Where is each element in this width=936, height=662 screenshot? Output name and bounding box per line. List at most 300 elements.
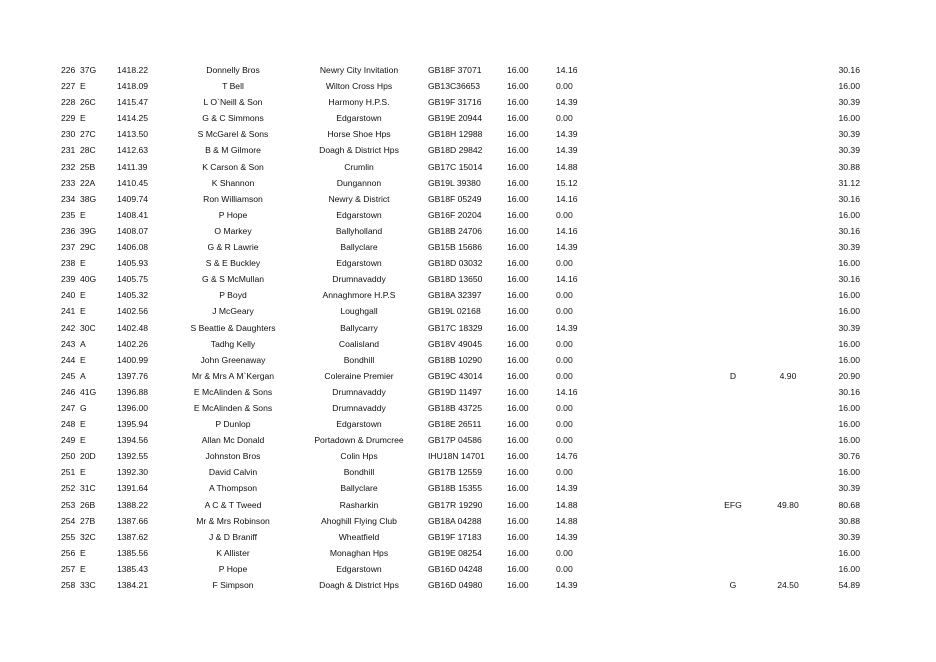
prize-2-cell: 14.16: [556, 225, 578, 236]
fancier-name-cell: O Markey: [214, 225, 252, 236]
prize-1-cell: 16.00: [507, 193, 529, 204]
ring-number-cell: GB13C36653: [428, 81, 481, 92]
table-row: [0, 94, 936, 110]
fancier-name-cell: P Hope: [218, 563, 248, 574]
velocity-cell: 1406.08: [117, 242, 149, 253]
pool-cell: EFG: [724, 499, 742, 510]
velocity-cell: 1410.45: [117, 177, 149, 188]
position-cell: 248: [61, 419, 76, 430]
table-row: [0, 384, 936, 400]
ring-number-cell: GB18B 43725: [428, 402, 482, 413]
section-cell: 26C: [80, 97, 96, 108]
club-cell: Edgarstown: [336, 113, 382, 124]
total-cell: 16.00: [838, 306, 860, 317]
club-cell: Coleraine Premier: [324, 370, 394, 381]
club-cell: Drumnavaddy: [332, 402, 386, 413]
position-cell: 234: [61, 193, 76, 204]
position-cell: 236: [61, 225, 76, 236]
pool-amount-cell: 24.50: [777, 580, 799, 590]
fancier-name-cell: K Shannon: [211, 177, 255, 188]
prize-1-cell: 16.00: [507, 81, 529, 92]
club-cell: Edgarstown: [336, 563, 382, 574]
fancier-name-cell: Tadhg Kelly: [210, 338, 256, 349]
fancier-name-cell: S McGarel & Sons: [197, 129, 269, 140]
ring-number-cell: GB16F 20204: [428, 209, 482, 220]
prize-1-cell: 16.00: [507, 274, 529, 285]
fancier-name-cell: G & C Simmons: [202, 113, 264, 124]
ring-number-cell: GB19E 08254: [428, 547, 482, 558]
velocity-cell: 1400.99: [117, 354, 149, 365]
fancier-name-cell: E McAlinden & Sons: [193, 402, 273, 413]
velocity-cell: 1388.22: [117, 499, 149, 510]
table-row: [0, 336, 936, 352]
position-cell: 254: [61, 515, 76, 526]
club-cell: Ballyclare: [340, 483, 378, 494]
velocity-cell: 1414.25: [117, 113, 149, 124]
fancier-name-cell: Mr & Mrs Robinson: [196, 515, 270, 526]
prize-2-cell: 0.00: [556, 113, 573, 124]
position-cell: 246: [61, 386, 76, 397]
velocity-cell: 1405.93: [117, 258, 149, 269]
fancier-name-cell: J & D Braniff: [208, 531, 258, 542]
table-row: [0, 464, 936, 480]
ring-number-cell: GB18A 32397: [428, 290, 482, 301]
prize-1-cell: 16.00: [507, 435, 529, 446]
prize-2-cell: 0.00: [556, 370, 573, 381]
club-cell: Loughgall: [340, 306, 378, 317]
prize-1-cell: 16.00: [507, 580, 529, 590]
club-cell: Ahoghill Flying Club: [321, 515, 397, 526]
prize-1-cell: 16.00: [507, 370, 529, 381]
prize-2-cell: 14.88: [556, 515, 578, 526]
club-cell: Monaghan Hps: [329, 547, 389, 558]
section-cell: E: [80, 547, 86, 558]
prize-2-cell: 14.39: [556, 242, 578, 253]
fancier-name-cell: Allan Mc Donald: [201, 435, 265, 446]
prize-1-cell: 16.00: [507, 258, 529, 269]
prize-2-cell: 0.00: [556, 209, 573, 220]
club-cell: Drumnavaddy: [332, 274, 386, 285]
velocity-cell: 1396.00: [117, 402, 149, 413]
club-cell: Bondhill: [343, 354, 375, 365]
velocity-cell: 1387.66: [117, 515, 149, 526]
prize-2-cell: 0.00: [556, 354, 573, 365]
section-cell: 27B: [80, 515, 96, 526]
total-cell: 30.39: [838, 97, 860, 108]
position-cell: 255: [61, 531, 76, 542]
prize-1-cell: 16.00: [507, 161, 529, 172]
table-row: [0, 416, 936, 432]
position-cell: 253: [61, 499, 76, 510]
velocity-cell: 1402.48: [117, 322, 149, 333]
position-cell: 233: [61, 177, 76, 188]
prize-1-cell: 16.00: [507, 451, 529, 462]
position-cell: 258: [61, 580, 76, 590]
section-cell: E: [80, 113, 86, 124]
fancier-name-cell: Johnston Bros: [205, 451, 261, 462]
position-cell: 257: [61, 563, 76, 574]
ring-number-cell: GB17R 19290: [428, 499, 483, 510]
table-row: [0, 239, 936, 255]
table-row: [0, 432, 936, 448]
prize-2-cell: 14.39: [556, 145, 578, 156]
ring-number-cell: GB19F 17183: [428, 531, 482, 542]
velocity-cell: 1418.09: [117, 81, 149, 92]
position-cell: 256: [61, 547, 76, 558]
ring-number-cell: GB19F 31716: [428, 97, 482, 108]
ring-number-cell: GB19L 39380: [428, 177, 481, 188]
section-cell: E: [80, 563, 86, 574]
prize-1-cell: 16.00: [507, 338, 529, 349]
position-cell: 244: [61, 354, 76, 365]
prize-2-cell: 15.12: [556, 177, 578, 188]
prize-2-cell: 0.00: [556, 419, 573, 430]
ring-number-cell: GB19E 20944: [428, 113, 482, 124]
table-row: [0, 191, 936, 207]
section-cell: E: [80, 419, 86, 430]
prize-2-cell: 0.00: [556, 81, 573, 92]
fancier-name-cell: K Allister: [216, 547, 250, 558]
ring-number-cell: GB18V 49045: [428, 338, 482, 349]
prize-2-cell: 14.39: [556, 129, 578, 140]
position-cell: 243: [61, 338, 76, 349]
total-cell: 31.12: [838, 177, 860, 188]
position-cell: 249: [61, 435, 76, 446]
club-cell: Edgarstown: [336, 258, 382, 269]
ring-number-cell: GB19D 11497: [428, 386, 482, 397]
ring-number-cell: GB17C 15014: [428, 161, 483, 172]
table-row: [0, 561, 936, 577]
section-cell: E: [80, 258, 86, 269]
club-cell: Harmony H.P.S.: [328, 97, 390, 108]
club-cell: Doagh & District Hps: [319, 580, 399, 590]
total-cell: 30.16: [838, 193, 860, 204]
table-row: [0, 352, 936, 368]
total-cell: 16.00: [838, 402, 860, 413]
prize-2-cell: 0.00: [556, 338, 573, 349]
table-row: [0, 271, 936, 287]
ring-number-cell: GB17B 12559: [428, 467, 482, 478]
total-cell: 16.00: [838, 467, 860, 478]
club-cell: Newry City Invitation: [319, 65, 399, 75]
total-cell: 30.39: [838, 322, 860, 333]
table-row: [0, 368, 936, 384]
table-row: [0, 497, 936, 513]
prize-2-cell: 0.00: [556, 306, 573, 317]
prize-2-cell: 14.88: [556, 161, 578, 172]
prize-2-cell: 14.39: [556, 322, 578, 333]
section-cell: E: [80, 290, 86, 301]
position-cell: 226: [61, 65, 76, 75]
table-row: [0, 545, 936, 561]
section-cell: 31C: [80, 483, 96, 494]
position-cell: 231: [61, 145, 76, 156]
position-cell: 229: [61, 113, 76, 124]
section-cell: 26B: [80, 499, 96, 510]
velocity-cell: 1415.47: [117, 97, 149, 108]
prize-1-cell: 16.00: [507, 65, 529, 75]
club-cell: Drumnavaddy: [332, 386, 386, 397]
velocity-cell: 1412.63: [117, 145, 149, 156]
section-cell: 37G: [80, 65, 97, 75]
prize-1-cell: 16.00: [507, 402, 529, 413]
ring-number-cell: GB19L 02168: [428, 306, 481, 317]
fancier-name-cell: F Simpson: [212, 580, 254, 590]
club-cell: Dungannon: [336, 177, 382, 188]
ring-number-cell: GB18A 04288: [428, 515, 482, 526]
club-cell: Doagh & District Hps: [319, 145, 399, 156]
position-cell: 235: [61, 209, 76, 220]
section-cell: G: [80, 402, 87, 413]
fancier-name-cell: L O`Neill & Son: [203, 97, 263, 108]
table-row: [0, 142, 936, 158]
total-cell: 16.00: [838, 435, 860, 446]
ring-number-cell: GB18D 03032: [428, 258, 483, 269]
section-cell: 25B: [80, 161, 96, 172]
prize-2-cell: 14.16: [556, 386, 578, 397]
table-row: [0, 303, 936, 319]
total-cell: 30.16: [838, 225, 860, 236]
fancier-name-cell: E McAlinden & Sons: [193, 386, 273, 397]
table-row: [0, 78, 936, 94]
club-cell: Edgarstown: [336, 209, 382, 220]
prize-2-cell: 0.00: [556, 290, 573, 301]
ring-number-cell: GB15B 15686: [428, 242, 482, 253]
prize-1-cell: 16.00: [507, 547, 529, 558]
section-cell: 33C: [80, 580, 96, 590]
club-cell: Annaghmore H.P.S: [322, 290, 396, 301]
prize-1-cell: 16.00: [507, 225, 529, 236]
club-cell: Colin Hps: [340, 451, 378, 462]
ring-number-cell: GB18D 13650: [428, 274, 483, 285]
prize-1-cell: 16.00: [507, 499, 529, 510]
prize-2-cell: 0.00: [556, 402, 573, 413]
ring-number-cell: GB19C 43014: [428, 370, 483, 381]
position-cell: 247: [61, 402, 76, 413]
total-cell: 16.00: [838, 81, 860, 92]
fancier-name-cell: Mr & Mrs A M`Kergan: [191, 370, 275, 381]
ring-number-cell: GB18D 29842: [428, 145, 483, 156]
velocity-cell: 1394.56: [117, 435, 149, 446]
position-cell: 228: [61, 97, 76, 108]
ring-number-cell: GB16D 04248: [428, 563, 483, 574]
table-row: [0, 223, 936, 239]
section-cell: E: [80, 435, 86, 446]
club-cell: Coalisland: [338, 338, 380, 349]
velocity-cell: 1396.88: [117, 386, 149, 397]
prize-2-cell: 0.00: [556, 563, 573, 574]
fancier-name-cell: David Calvin: [208, 467, 258, 478]
prize-2-cell: 14.16: [556, 193, 578, 204]
total-cell: 54.89: [838, 580, 860, 590]
club-cell: Ballyclare: [340, 242, 378, 253]
total-cell: 30.16: [838, 386, 860, 397]
velocity-cell: 1392.30: [117, 467, 149, 478]
prize-1-cell: 16.00: [507, 290, 529, 301]
position-cell: 240: [61, 290, 76, 301]
club-cell: Edgarstown: [336, 419, 382, 430]
table-row: [0, 255, 936, 271]
table-row: [0, 159, 936, 175]
section-cell: E: [80, 306, 86, 317]
prize-1-cell: 16.00: [507, 515, 529, 526]
fancier-name-cell: P Hope: [218, 209, 248, 220]
ring-number-cell: GB18F 37071: [428, 65, 482, 75]
velocity-cell: 1397.76: [117, 370, 149, 381]
section-cell: 28C: [80, 145, 96, 156]
section-cell: 29C: [80, 242, 96, 253]
club-cell: Rasharkin: [339, 499, 379, 510]
prize-2-cell: 0.00: [556, 435, 573, 446]
total-cell: 16.00: [838, 419, 860, 430]
velocity-cell: 1385.56: [117, 547, 149, 558]
velocity-cell: 1405.75: [117, 274, 149, 285]
velocity-cell: 1395.94: [117, 419, 149, 430]
prize-2-cell: 14.39: [556, 97, 578, 108]
table-row: [0, 126, 936, 142]
total-cell: 30.39: [838, 242, 860, 253]
prize-2-cell: 0.00: [556, 467, 573, 478]
section-cell: E: [80, 209, 86, 220]
velocity-cell: 1391.64: [117, 483, 149, 494]
club-cell: Wilton Cross Hps: [325, 81, 393, 92]
fancier-name-cell: G & R Lawrie: [207, 242, 259, 253]
total-cell: 16.00: [838, 209, 860, 220]
club-cell: Newry & District: [328, 193, 390, 204]
position-cell: 230: [61, 129, 76, 140]
total-cell: 30.39: [838, 531, 860, 542]
total-cell: 16.00: [838, 258, 860, 269]
total-cell: 16.00: [838, 113, 860, 124]
velocity-cell: 1392.55: [117, 451, 149, 462]
table-row: [0, 287, 936, 303]
prize-2-cell: 14.88: [556, 499, 578, 510]
ring-number-cell: GB17P 04586: [428, 435, 482, 446]
position-cell: 242: [61, 322, 76, 333]
position-cell: 252: [61, 483, 76, 494]
table-row: [0, 400, 936, 416]
prize-1-cell: 16.00: [507, 483, 529, 494]
prize-1-cell: 16.00: [507, 306, 529, 317]
position-cell: 227: [61, 81, 76, 92]
fancier-name-cell: Donnelly Bros: [206, 65, 260, 75]
table-row: [0, 480, 936, 496]
velocity-cell: 1413.50: [117, 129, 149, 140]
velocity-cell: 1408.07: [117, 225, 149, 236]
section-cell: E: [80, 354, 86, 365]
results-table: [0, 62, 936, 593]
velocity-cell: 1411.39: [117, 161, 148, 172]
table-row: [0, 529, 936, 545]
prize-1-cell: 16.00: [507, 467, 529, 478]
fancier-name-cell: G & S McMullan: [201, 274, 265, 285]
club-cell: Portadown & Drumcree: [314, 435, 404, 446]
club-cell: Crumlin: [344, 161, 374, 172]
velocity-cell: 1408.41: [117, 209, 149, 220]
section-cell: 22A: [80, 177, 96, 188]
position-cell: 237: [61, 242, 76, 253]
velocity-cell: 1409.74: [117, 193, 149, 204]
fancier-name-cell: P Dunlop: [215, 419, 251, 430]
pool-amount-cell: 4.90: [779, 370, 797, 381]
prize-1-cell: 16.00: [507, 113, 529, 124]
prize-1-cell: 16.00: [507, 177, 529, 188]
prize-1-cell: 16.00: [507, 97, 529, 108]
club-cell: Wheatfield: [338, 531, 380, 542]
position-cell: 251: [61, 467, 76, 478]
prize-1-cell: 16.00: [507, 209, 529, 220]
fancier-name-cell: S & E Buckley: [205, 258, 261, 269]
pool-cell: G: [729, 580, 737, 590]
velocity-cell: 1385.43: [117, 563, 149, 574]
ring-number-cell: IHU18N 14701: [428, 451, 485, 462]
section-cell: E: [80, 467, 86, 478]
prize-2-cell: 14.76: [556, 451, 578, 462]
prize-1-cell: 16.00: [507, 531, 529, 542]
section-cell: A: [80, 338, 86, 349]
table-row: [0, 448, 936, 464]
prize-2-cell: 14.39: [556, 580, 578, 590]
ring-number-cell: GB18B 15355: [428, 483, 482, 494]
prize-1-cell: 16.00: [507, 145, 529, 156]
section-cell: 30C: [80, 322, 96, 333]
ring-number-cell: GB18B 10290: [428, 354, 482, 365]
section-cell: E: [80, 81, 86, 92]
ring-number-cell: GB17C 18329: [428, 322, 483, 333]
club-cell: Ballycarry: [340, 322, 378, 333]
total-cell: 16.00: [838, 563, 860, 574]
section-cell: 40G: [80, 274, 97, 285]
section-cell: 38G: [80, 193, 97, 204]
total-cell: 30.16: [838, 274, 860, 285]
prize-1-cell: 16.00: [507, 386, 529, 397]
table-row: [0, 207, 936, 223]
prize-2-cell: 14.16: [556, 65, 578, 75]
ring-number-cell: GB18F 05249: [428, 193, 482, 204]
velocity-cell: 1405.32: [117, 290, 149, 301]
velocity-cell: 1402.56: [117, 306, 149, 317]
total-cell: 16.00: [838, 338, 860, 349]
pool-cell: D: [729, 370, 737, 381]
table-row: [0, 110, 936, 126]
table-row: [0, 513, 936, 529]
prize-2-cell: 14.39: [556, 531, 578, 542]
ring-number-cell: GB18H 12988: [428, 129, 483, 140]
total-cell: 16.00: [838, 547, 860, 558]
total-cell: 30.39: [838, 129, 860, 140]
total-cell: 16.00: [838, 290, 860, 301]
prize-2-cell: 0.00: [556, 547, 573, 558]
prize-2-cell: 0.00: [556, 258, 573, 269]
fancier-name-cell: S Beattie & Daughters: [190, 322, 276, 333]
prize-2-cell: 14.16: [556, 274, 578, 285]
ring-number-cell: GB16D 04980: [428, 580, 483, 590]
fancier-name-cell: K Carson & Son: [202, 161, 264, 172]
total-cell: 30.88: [838, 515, 860, 526]
prize-1-cell: 16.00: [507, 322, 529, 333]
fancier-name-cell: A C & T Tweed: [204, 499, 262, 510]
velocity-cell: 1402.26: [117, 338, 149, 349]
table-row: [0, 320, 936, 336]
total-cell: 30.76: [838, 451, 860, 462]
section-cell: 27C: [80, 129, 96, 140]
total-cell: 16.00: [838, 354, 860, 365]
fancier-name-cell: T Bell: [222, 81, 244, 92]
section-cell: 32C: [80, 531, 96, 542]
velocity-cell: 1418.22: [117, 65, 149, 75]
position-cell: 238: [61, 258, 76, 269]
fancier-name-cell: A Thompson: [208, 483, 258, 494]
